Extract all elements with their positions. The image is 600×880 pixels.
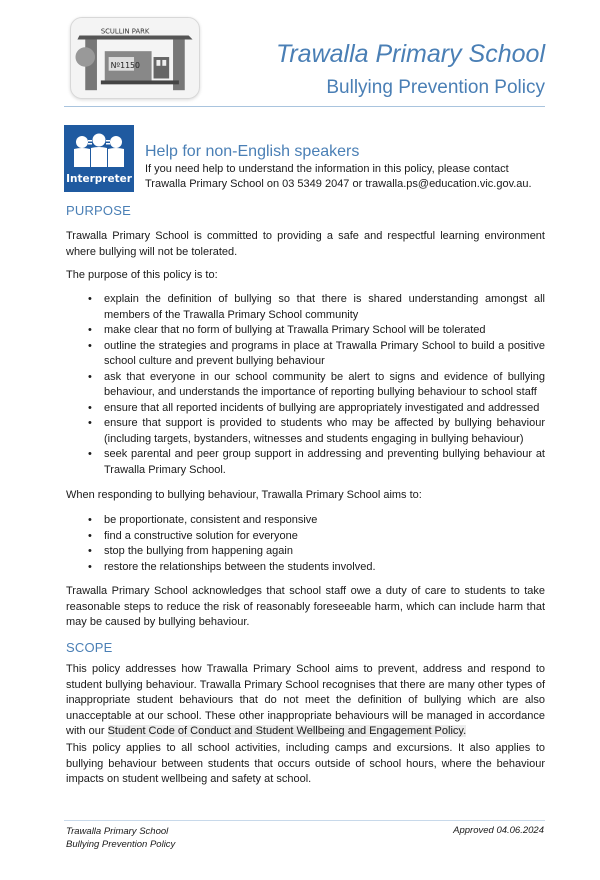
- footer-policy-name: Bullying Prevention Policy: [66, 839, 176, 850]
- help-text-line-2: Trawalla Primary School on 03 5349 2047 or trawalla.ps@education.vic.gov.au.: [145, 177, 532, 190]
- list-item: • restore the relationships between the students involved.: [90, 560, 545, 576]
- code-of-conduct-reference[interactable]: Student Code of Conduct and Student Wellbeing and Engagement Policy.: [107, 725, 467, 737]
- response-intro: When responding to bullying behaviour, Trawalla Primary School aims to:: [66, 489, 422, 501]
- footer-approval-date: Approved 04.06.2024: [453, 825, 544, 836]
- svg-text:SCULLIN PARK: SCULLIN PARK: [100, 27, 150, 36]
- footer-school-name: Trawalla Primary School: [66, 826, 169, 837]
- document-header: [64, 12, 545, 107]
- scope-paragraph-2: This policy applies to all school activities, including camps and excursions. It also applies to bullying behaviour between students that occurs outside of school hours, where the behaviour impacts on student wellbeing and safety at school.: [66, 742, 545, 785]
- interpreter-icon: [64, 125, 134, 192]
- purpose-list-intro: The purpose of this policy is to:: [66, 269, 218, 281]
- purpose-intro: Trawalla Primary School is committed to providing a safe and respectful learning environment where bullying will not be tolerated.: [66, 230, 545, 258]
- header-divider: [64, 106, 545, 107]
- footer-divider: [64, 820, 545, 821]
- list-item: • be proportionate, consistent and responsive: [90, 513, 545, 529]
- purpose-heading: PURPOSE: [66, 203, 131, 218]
- list-item: • explain the definition of bullying so that there is shared understanding amongst all members of the Trawalla Primary School community: [90, 292, 545, 323]
- list-item: • make clear that no form of bullying at Trawalla Primary School will be tolerated: [90, 323, 545, 339]
- scope-paragraph-1: [66, 662, 545, 740]
- school-logo-icon: [70, 17, 200, 99]
- purpose-list: [90, 292, 545, 478]
- list-item: • find a constructive solution for everyone: [90, 529, 545, 545]
- list-item: • stop the bullying from happening again: [90, 544, 545, 560]
- svg-text:Interpreter: Interpreter: [66, 173, 132, 185]
- duty-of-care-paragraph: Trawalla Primary School acknowledges that school staff owe a duty of care to students to take reasonable steps to reduce the risk of reasonably foreseeable harm, which can include harm that may be caused by bullying behaviour.: [66, 585, 545, 628]
- help-text: [145, 162, 532, 191]
- help-text-line-1: If you need help to understand the information in this policy, please contact: [145, 163, 509, 175]
- scope-paragraph-1-text: This policy addresses how Trawalla Primary School aims to prevent, address and respond to student bullying behaviour. Trawalla Primary School recognises that there are many other types of inappropriate student behaviours that do not meet the definition of bullying which are also unacceptable at our school. These other inappropriate behaviours will be managed in accordance with our: [66, 663, 545, 737]
- list-item: • ask that everyone in our school community be alert to signs and evidence of bullying behaviour, and understands the importance of reporting bullying behaviour to school staff: [90, 370, 545, 401]
- response-list: [90, 513, 545, 575]
- list-item: • seek parental and peer group support in addressing and preventing bullying behaviour at Trawalla Primary School.: [90, 447, 545, 478]
- svg-text:Nº1150: Nº1150: [110, 60, 140, 70]
- scope-heading: SCOPE: [66, 640, 113, 655]
- list-item: • ensure that all reported incidents of bullying are appropriately investigated and addressed: [90, 401, 545, 417]
- list-item: • ensure that support is provided to students who may be affected by bullying behaviour (including targets, bystanders, witnesses and students engaging in bullying behaviour): [90, 416, 545, 447]
- help-heading: Help for non-English speakers: [145, 143, 360, 160]
- footer-document-info: [66, 825, 175, 851]
- list-item: • outline the strategies and programs in place at Trawalla Primary School to build a positive school culture and prevent bullying behaviour: [90, 339, 545, 370]
- policy-title: Bullying Prevention Policy: [326, 77, 545, 98]
- school-name-title: Trawalla Primary School: [275, 40, 545, 68]
